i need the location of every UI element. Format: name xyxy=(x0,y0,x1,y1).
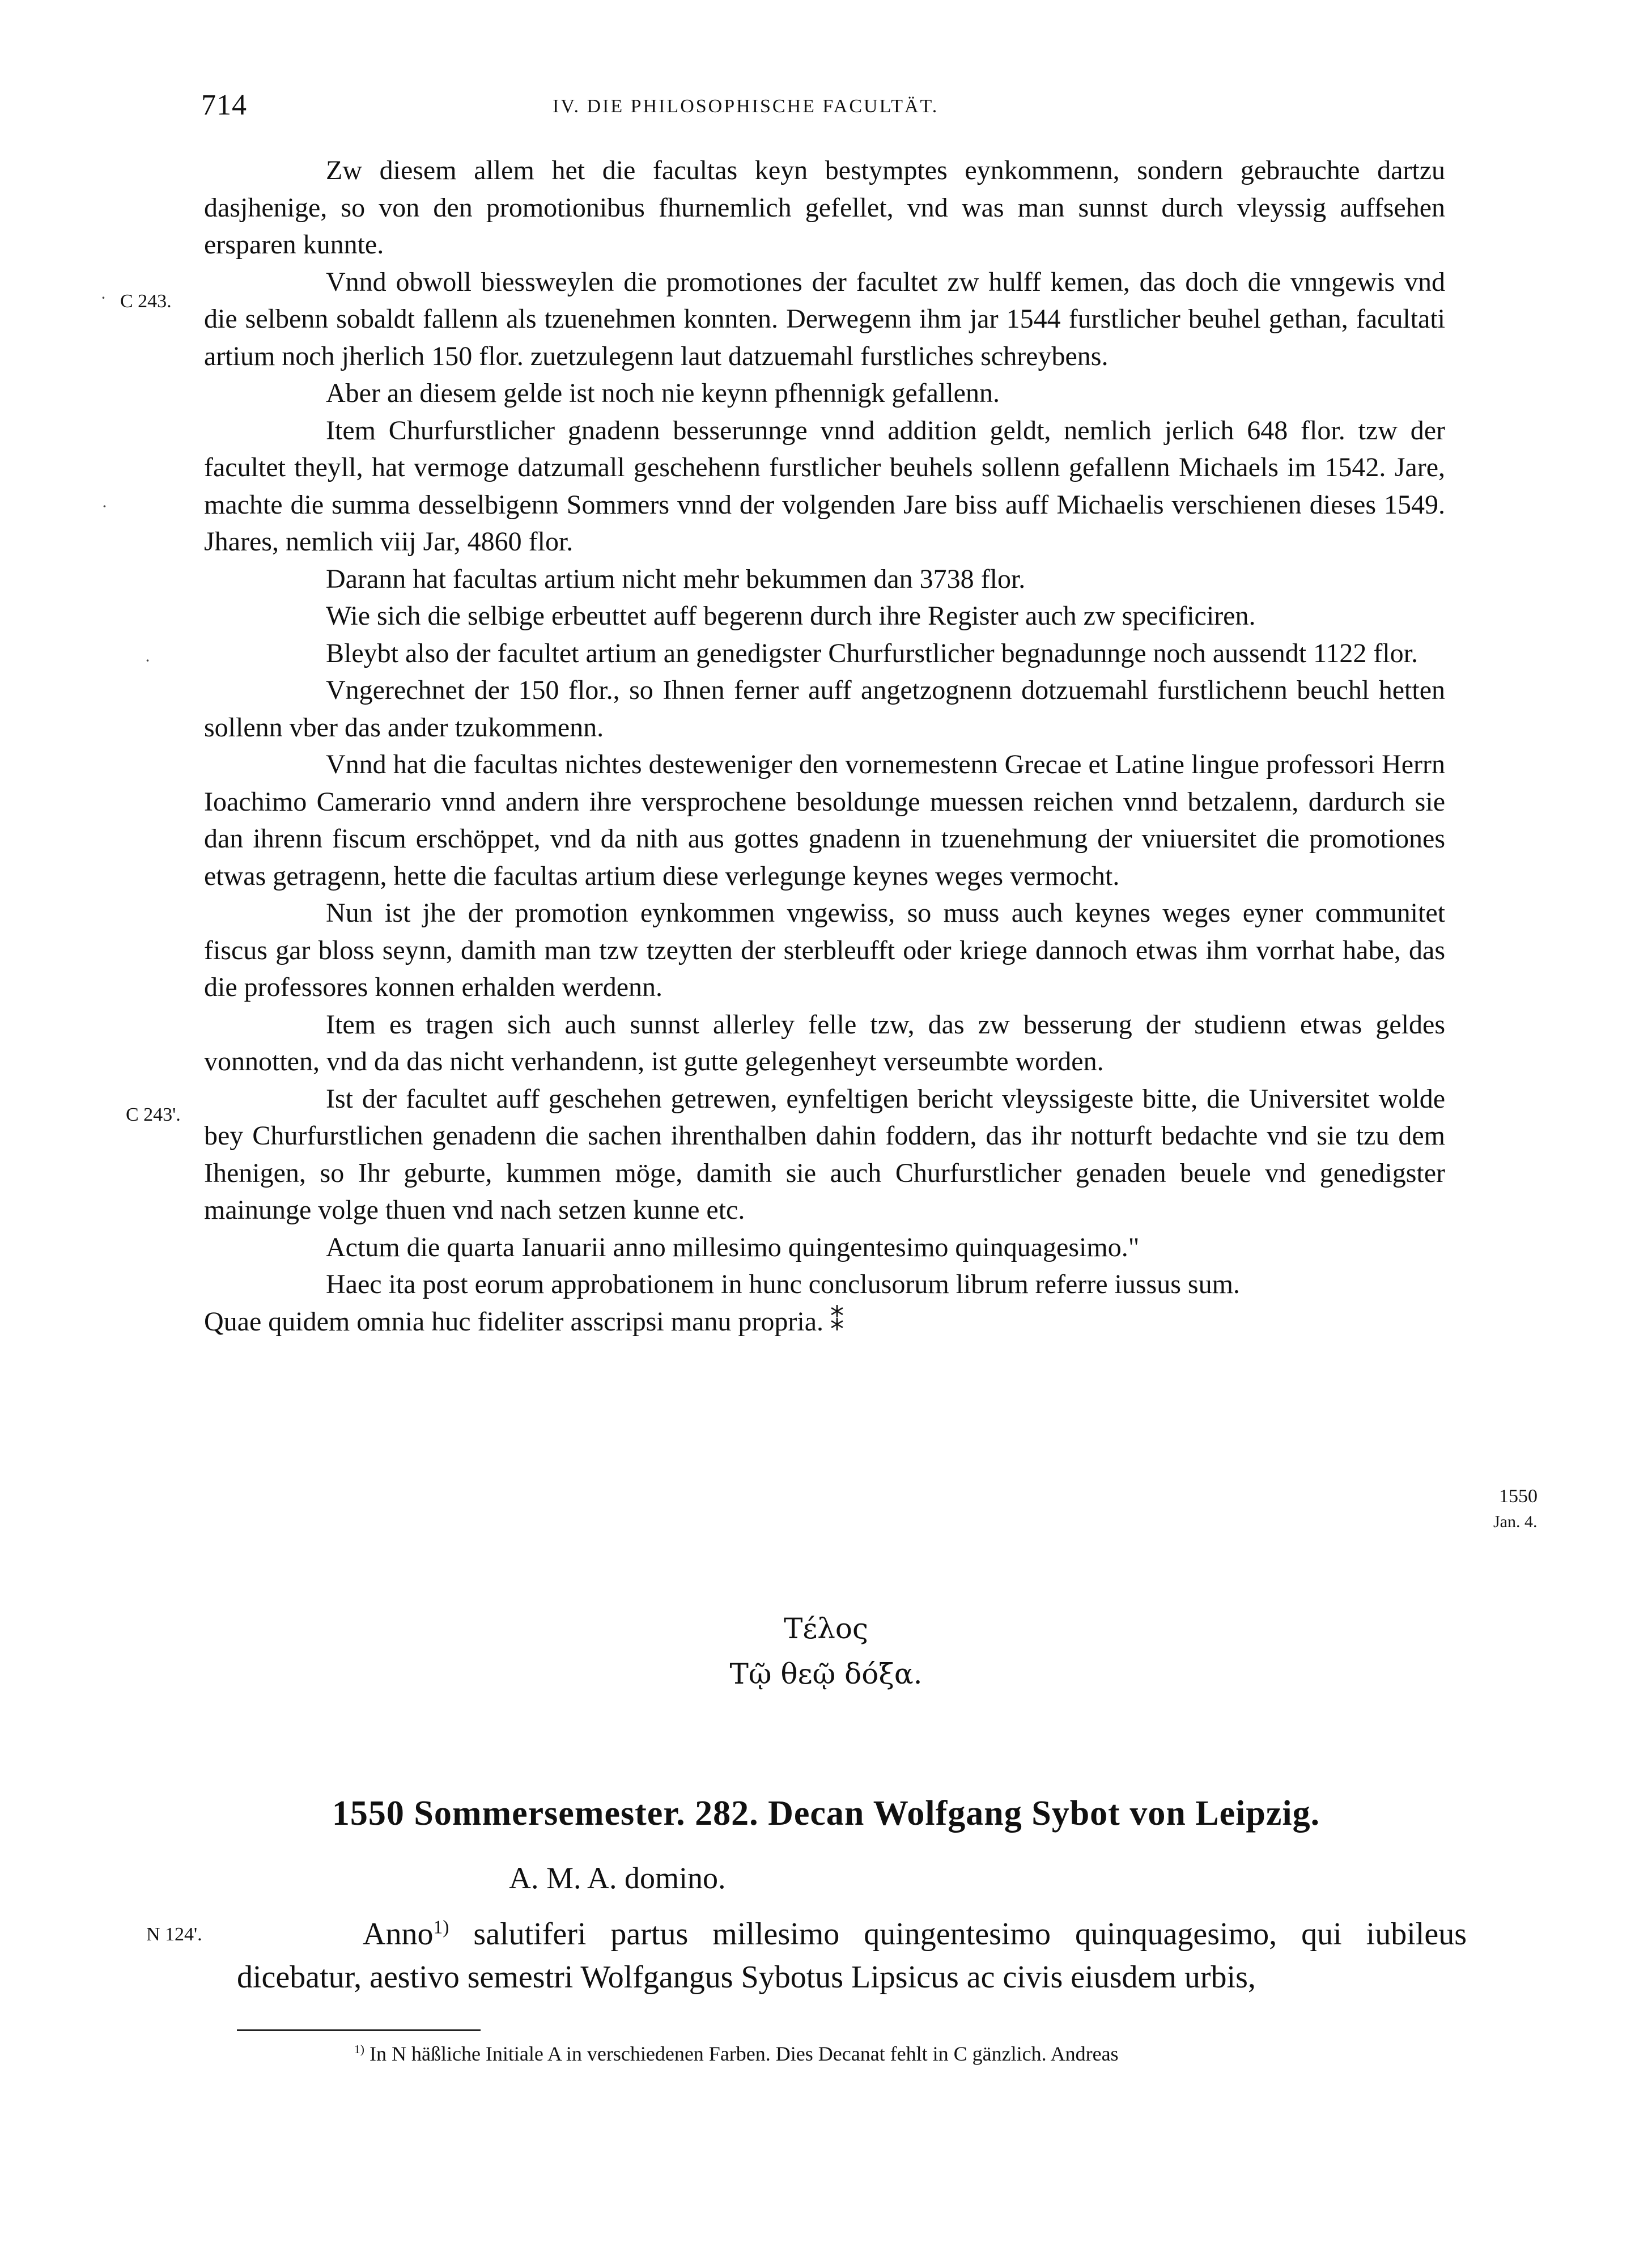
footnote-rule xyxy=(237,2029,481,2031)
paragraph: Quae quidem omnia huc fideliter asscripsi manu propria. ⁑ xyxy=(204,1306,844,1337)
greek-telos: Τέλος xyxy=(783,1612,869,1645)
paragraph: Haec ita post eorum approbationem in hunc conclusorum librum referre iussus sum. xyxy=(326,1269,1240,1299)
paragraph: Ist der facultet auff geschehen getrewen, eynfeltigen bericht vleyssigeste bitte, die Universitet wolde bey Churfurstlichen genadenn die sachen ihrenthalben dahin foddern, das ihr notturft bedachte vnd sie tzu dem Ihenigen, so Ihr geburte, kummen möge, damith sie auch Churfurstlicher genaden beuele vnd genedigster mainunge volge thuen vnd nach setzen kunne etc. xyxy=(204,1083,1445,1225)
footnote xyxy=(354,2040,1119,2068)
footnote-text: In N häßliche Initiale A in verschiedenen Farben. Dies Decanat fehlt in C gänzlich. Andreas xyxy=(364,2042,1119,2065)
paragraph: Nun ist jhe der promotion eynkommen vngewiss, so muss auch keynes weges eyner communitet fiscus gar bloss seynn, damith man tzw tzeytten der sterbleufft oder kriege dannoch etwas ihm vorrhat habe, das die professores konnen erhalden werdenn. xyxy=(204,898,1445,1002)
paragraph: Vngerechnet der 150 flor., so Ihnen ferner auff angetzognenn dotzuemahl furstlichenn beuchl hetten sollenn vber das ander tzukommenn. xyxy=(204,675,1445,743)
dedication: A. M. A. domino. xyxy=(509,1861,726,1895)
margin-note-year: 1550 xyxy=(1499,1486,1538,1507)
paragraph: Aber an diesem gelde ist noch nie keynn pfhennigk gefallenn. xyxy=(326,378,1000,408)
footnote-reference[interactable]: 1) xyxy=(433,1917,449,1938)
paragraph: Item Churfurstlicher gnadenn besserunnge vnnd addition geldt, nemlich jerlich 648 flor. tzw der facultet theyll, hat vermoge datzumall geschehenn furstlicher beuhels sollenn gefallenn Michaels im 1542. Jare, machte die summa desselbigenn Sommers vnnd der volgenden Jare biss auff Michaelis verschienen dieses 1549. Jhares, nemlich viij Jar, 4860 flor. xyxy=(204,415,1445,557)
paragraph-rest: salutiferi partus millesimo quingentesimo quinquagesimo, qui iubileus dicebatur, aestivo semestri Wolfgangus Sybotus Lipsicus ac civis eiusdem urbis, xyxy=(237,1917,1467,1995)
margin-note-date: Jan. 4. xyxy=(1493,1512,1538,1531)
paragraph-start: Anno xyxy=(363,1917,434,1952)
paragraph: Item es tragen sich auch sunnst allerley felle tzw, das zw besserung der studienn etwas geldes vonnotten, vnd da das nicht verhandenn, ist gutte gelegenheyt verseumbte worden. xyxy=(204,1009,1445,1076)
greek-doxology: Τῷ θεῷ δόξα. xyxy=(729,1658,923,1690)
paragraph: Wie sich die selbige erbeuttet auff begerenn durch ihre Register auch zw specificiren. xyxy=(326,601,1256,631)
paragraph: Bleybt also der facultet artium an genedigster Churfurstlicher begnadunnge noch aussendt 1122 flor. xyxy=(326,638,1419,668)
page-header xyxy=(201,85,1391,126)
paragraph: Darann hat facultas artium nicht mehr bekummen dan 3738 flor. xyxy=(326,563,1026,594)
section-text xyxy=(237,1913,1467,1999)
paragraph: Actum die quarta Ianuarii anno millesimo quingentesimo quinquagesimo." xyxy=(326,1232,1140,1262)
print-speck: · xyxy=(101,289,106,307)
print-speck: · xyxy=(145,651,150,670)
margin-note-n124: N 124'. xyxy=(146,1924,202,1945)
margin-note-c243v: C 243'. xyxy=(126,1104,181,1125)
paragraph: Zw diesem allem het die facultas keyn bestymptes eynkommenn, sondern gebrauchte dartzu dasjhenige, so von den promotionibus fhurnemlich gefellet, vnd was man sunnst durch vleyssig auffsehen ersparen kunnte. xyxy=(204,155,1445,260)
paragraph: Vnnd obwoll biessweylen die promotiones der facultet zw hulff kemen, das doch die vnngewis vnd die selbenn sobaldt fallenn als tzuenehmen konnten. Derwegenn ihm jar 1544 furstlicher beuhel gethan, facultati artium noch jherlich 150 flor. zuetzulegenn laut datzuemahl furstliches schreybens. xyxy=(204,266,1445,371)
paragraph xyxy=(237,1913,1467,1999)
main-text xyxy=(204,152,1445,1340)
running-head: IV. DIE PHILOSOPHISCHE FACULTÄT. xyxy=(553,96,939,117)
page-number: 714 xyxy=(201,89,247,121)
paragraph: Vnnd hat die facultas nichtes desteweniger den vornemestenn Grecae et Latine lingue professori Herrn Ioachimo Camerario vnnd andern ihre versprochene besoldunge muessen reichen vnnd betzalenn, dardurch sie dan ihrenn fiscum erschöppet, vnd da nith aus gottes gnadenn in tzuenehmung der vniuersitet die promotiones etwas getragenn, hette die facultas artium diese verlegunge keynes weges vermocht. xyxy=(204,749,1445,891)
margin-note-c243: C 243. xyxy=(120,291,172,312)
section-heading: 1550 Sommersemester. 282. Decan Wolfgang Sybot von Leipzig. xyxy=(332,1794,1320,1833)
footnote-mark: 1) xyxy=(354,2042,364,2056)
print-speck: · xyxy=(102,497,107,516)
